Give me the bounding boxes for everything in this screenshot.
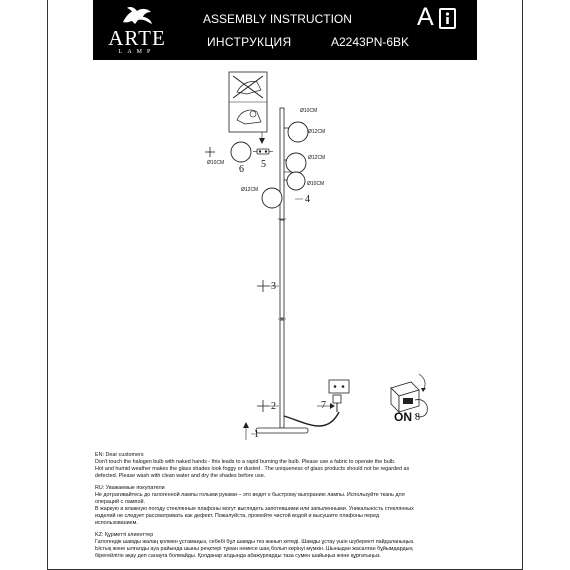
notice-line: использованием.: [95, 520, 138, 526]
griffin-icon: [101, 5, 173, 27]
brand-mark: A: [417, 3, 434, 31]
part-label: 4: [305, 194, 310, 205]
lamp-pole: [278, 108, 286, 428]
notice-line: изделий не следует рассматривать как дефект. Пожалуйста, промойте чистой водой и высушите плафоны перед: [95, 513, 380, 519]
glass-shade-icon: [205, 142, 251, 162]
notice-heading: RU: Уважаемые покупатели: [95, 485, 165, 491]
notice-line: Не дотрагивайтесь до галогенной лампы голыми руками – это ведет к быстрому выгоранию лампы. Используйте ткань для: [95, 492, 405, 498]
part-label: 2: [271, 401, 276, 412]
warning-box-icon: [229, 72, 267, 132]
title-english: ASSEMBLY INSTRUCTION: [203, 12, 352, 26]
switch-on-label: ON: [394, 410, 412, 424]
lamp-base: [243, 422, 308, 440]
notice-heading: KZ: Құрметті клиенттер: [95, 532, 154, 538]
dim-label: Ø10CM: [300, 108, 318, 114]
part-label: 7: [321, 400, 326, 411]
notice-line: В жаркую и влажную погоду стеклянные плафоны могут выглядеть запотевшими или запыленными. Уникальность стеклянных: [95, 506, 414, 512]
assembly-diagram: [47, 60, 523, 450]
part-label: 3: [271, 281, 276, 292]
model-number: A2243PN-6BK: [331, 35, 410, 49]
part-label: 8: [415, 412, 420, 423]
screw-markers: [257, 280, 269, 412]
bulb-holder-icon: [253, 149, 273, 154]
notice-line: операций с лампой.: [95, 499, 145, 505]
part-label: 1: [254, 429, 259, 440]
header-bar: [93, 0, 477, 60]
notice-line: defected. Please wash with clean water and dry the shades before use.: [95, 473, 266, 479]
title-russian: ИНСТРУКЦИЯ: [207, 35, 292, 49]
notice-russian: [95, 485, 475, 527]
brand-logo: [101, 5, 173, 57]
part-label: 6: [239, 164, 244, 175]
dim-label: Ø10CM: [307, 181, 325, 187]
notice-line: Галогендік шамды жалаң қолмен ұстамаңыз, себебі бұл шамды тез жанып кетеді. Шамды ұстау үшін шүберекті пайдаланыңыз.: [95, 539, 415, 545]
notice-line: Don't touch the halogen bulb with naked hands - this leads to a rapid burning the bulb. Please use a fabric to operate the bulb.: [95, 459, 396, 465]
dim-label: Ø12CM: [308, 155, 326, 161]
brand-subtitle: LAMP: [118, 49, 156, 55]
dim-label: Ø12CM: [241, 187, 259, 193]
dim-label: Ø12CM: [308, 129, 326, 135]
notice-line: Hot and humid weather makes the glass shades look foggy or dusted . The uniqueness of glass products should not be regarded as: [95, 466, 410, 472]
notice-line: бірегейлігін ақау деп санауға болмайды. Қолданар алдында абажурларды таза сумен шайыңыз және құрғатыңыз.: [95, 553, 381, 559]
part-label: 5: [261, 159, 266, 170]
notice-english: [95, 452, 475, 480]
info-icon: [439, 8, 456, 29]
notice-line: Ыстық және ылғалды ауа райында шыны реңктері тұман немесе шаң болып көрінуі мүмкін. Шыныдан жасалған бұйымдардың: [95, 546, 413, 552]
diagram-drawing: [47, 60, 523, 450]
power-cable-icon: [284, 380, 349, 426]
dim-label: Ø10CM: [207, 160, 225, 166]
notice-heading: EN: Dear customers: [95, 452, 144, 458]
brand-name: ARTE: [108, 26, 166, 50]
globe-shades: [262, 122, 308, 208]
notice-kazakh: [95, 532, 475, 560]
